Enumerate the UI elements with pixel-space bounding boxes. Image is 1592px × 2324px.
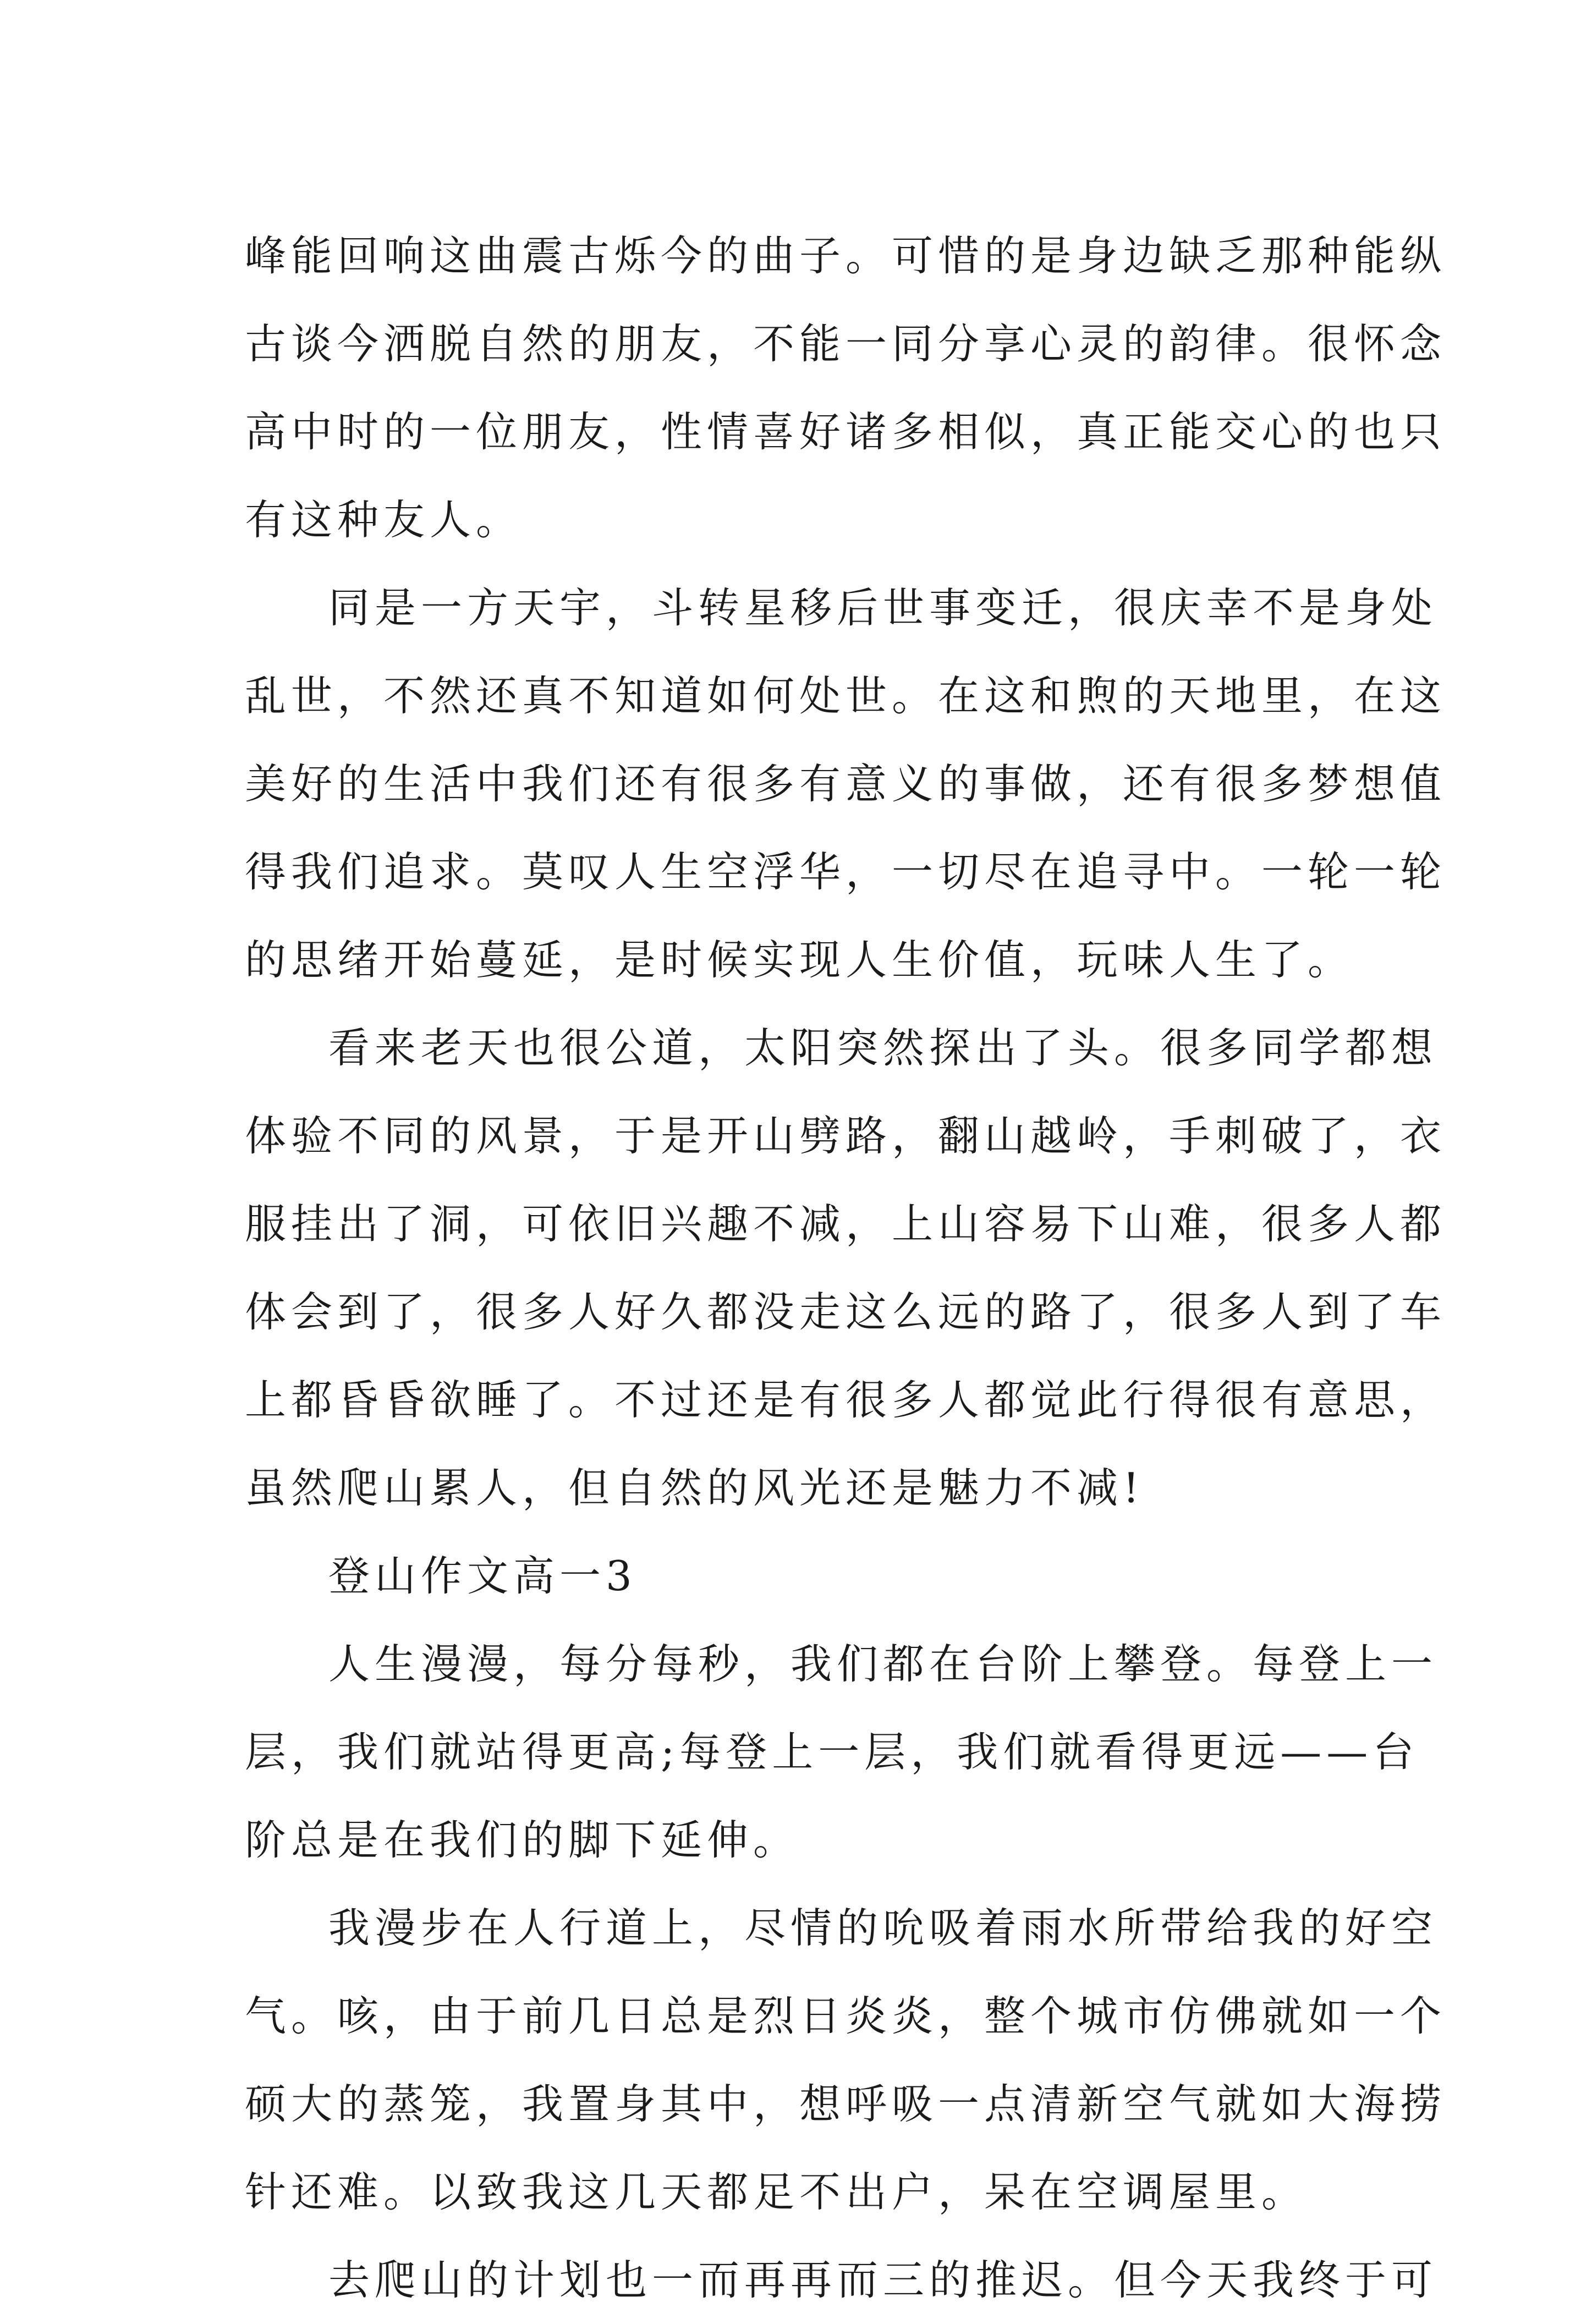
text-line: 阶总是在我们的脚下延伸。 [245,1816,800,1864]
text-line: 服挂出了洞，可依旧兴趣不减，上山容易下山难，很多人都 [245,1200,1447,1248]
paragraph-first-line: 同是一方天宇，斗转星移后世事变迁，很庆幸不是身处 [328,584,1438,632]
text-line: 层，我们就站得更高;每登上一层，我们就看得更远——台 [245,1728,1419,1776]
text-line: 乱世，不然还真不知道如何处世。在这和煦的天地里，在这 [245,672,1447,720]
text-line: 高中时的一位朋友，性情喜好诸多相似，真正能交心的也只 [245,408,1447,456]
paragraph-first-line: 我漫步在人行道上，尽情的吮吸着雨水所带给我的好空 [328,1904,1438,1952]
text-line: 得我们追求。莫叹人生空浮华，一切尽在追寻中。一轮一轮 [245,848,1447,896]
text-line: 古谈今洒脱自然的朋友，不能一同分享心灵的韵律。很怀念 [245,320,1447,368]
text-line: 有这种友人。 [245,496,523,544]
text-line: 虽然爬山累人，但自然的风光还是魅力不减! [245,1464,1145,1512]
text-line: 体会到了，很多人好久都没走这么远的路了，很多人到了车 [245,1288,1447,1336]
text-line: 上都昏昏欲睡了。不过还是有很多人都觉此行得很有意思， [245,1376,1447,1424]
document-body [245,212,1447,2324]
paragraph-first-line: 去爬山的计划也一而再再而三的推迟。但今天我终于可 [328,2256,1438,2304]
text-line: 峰能回响这曲震古烁今的曲子。可惜的是身边缺乏那种能纵 [245,232,1447,280]
text-line: 美好的生活中我们还有很多有意义的事做，还有很多梦想值 [245,760,1447,808]
text-line: 的思绪开始蔓延，是时候实现人生价值，玩味人生了。 [245,936,1354,984]
section-heading: 登山作文高一3 [328,1552,637,1600]
text-line: 体验不同的风景，于是开山劈路，翻山越岭，手刺破了，衣 [245,1112,1447,1160]
text-line: 气。咳，由于前几日总是烈日炎炎，整个城市仿佛就如一个 [245,1992,1447,2040]
paragraph-first-line: 人生漫漫，每分每秒，我们都在台阶上攀登。每登上一 [328,1640,1438,1688]
paragraph-first-line: 看来老天也很公道，太阳突然探出了头。很多同学都想 [328,1024,1438,1072]
text-line: 硕大的蒸笼，我置身其中，想呼吸一点清新空气就如大海捞 [245,2080,1447,2128]
text-line: 针还难。以致我这几天都足不出户，呆在空调屋里。 [245,2168,1308,2216]
